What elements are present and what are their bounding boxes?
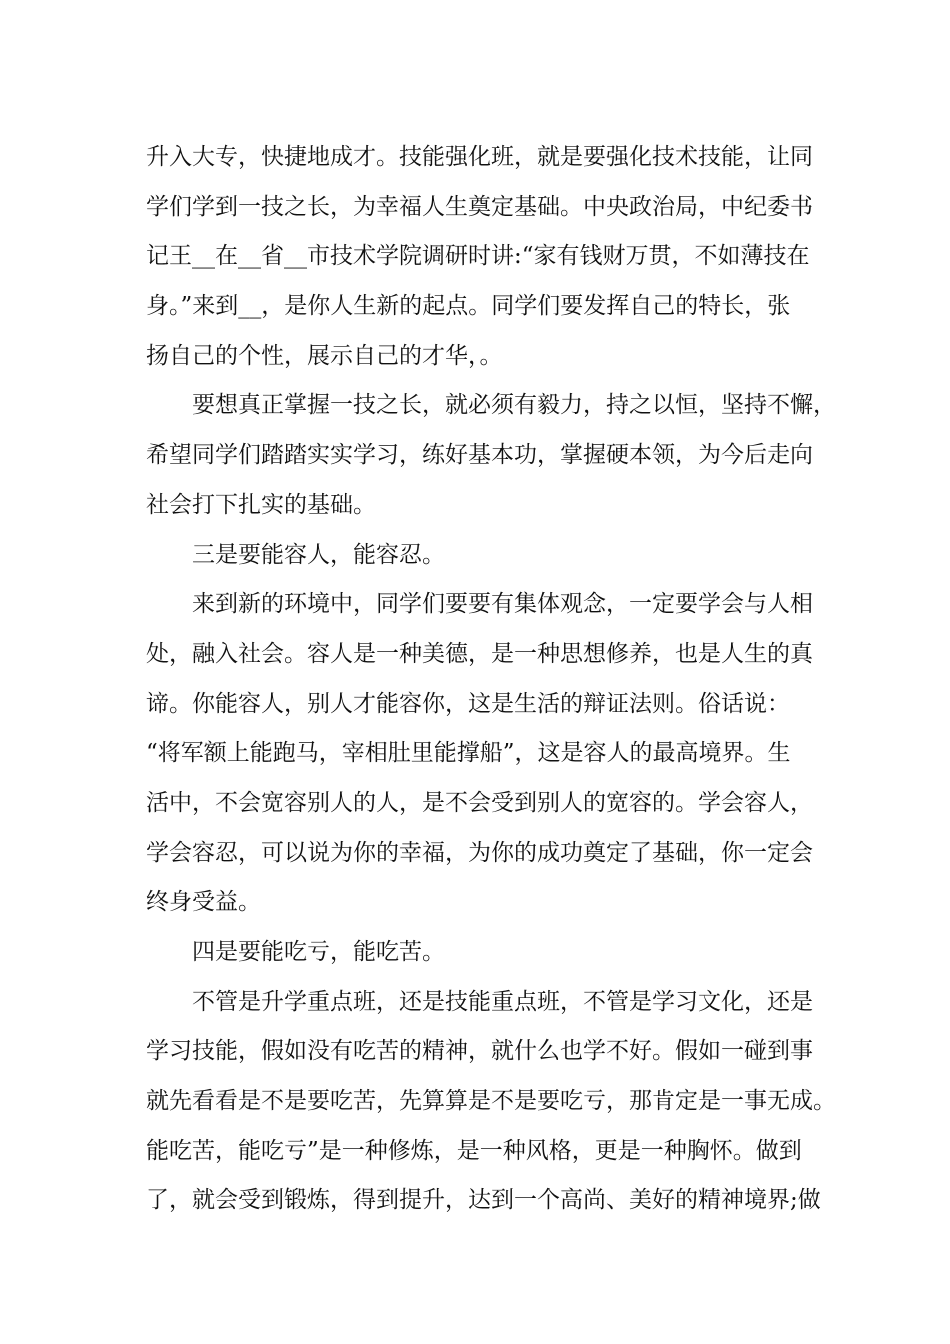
text-line: 学会容忍，可以说为你的幸福，为你的成功奠定了基础，你一定会 [146, 839, 813, 866]
text-line: 能吃苦，能吃亏”是一种修炼，是一种风格，更是一种胸怀。做到 [146, 1137, 802, 1164]
text-line: “将军额上能跑马，宰相肚里能撑船”，这是容人的最高境界。生 [146, 740, 791, 767]
text-line: 学习技能，假如没有吃苦的精神，就什么也学不好。假如一碰到事 [146, 1038, 813, 1065]
text-line: 处，融入社会。容人是一种美德，是一种思想修养，也是人生的真 [146, 640, 813, 667]
document-body [146, 133, 836, 1226]
text-line: 谛。你能容人，别人才能容你，这是生活的辩证法则。俗话说： [146, 690, 790, 717]
text-line: 扬自己的个性，展示自己的才华，。 [146, 342, 503, 369]
text-line: 活中，不会宽容别人的人，是不会受到别人的宽容的。学会容人， [146, 789, 813, 816]
paragraph-first-line: 不管是升学重点班，还是技能重点班，不管是学习文化，还是 [192, 988, 813, 1015]
text-line: 希望同学们踏踏实实学习，练好基本功，掌握硬本领，为今后走向 [146, 442, 813, 469]
section-heading: 三是要能容人，能容忍。 [192, 541, 445, 568]
text-line: 就先看看是不是要吃苦，先算算是不是要吃亏，那肯定是一事无成。 [146, 1088, 836, 1115]
text-line: 记王__在__省__市技术学院调研时讲:“家有钱财万贯，不如薄技在 [146, 243, 810, 270]
paragraph-first-line: 来到新的环境中，同学们要要有集体观念，一定要学会与人相 [192, 591, 813, 618]
section-heading: 四是要能吃亏，能吃苦。 [192, 939, 445, 965]
text-line: 了，就会受到锻炼，得到提升，达到一个高尚、美好的精神境界;做 [146, 1187, 821, 1214]
text-line: 升入大专，快捷地成才。技能强化班，就是要强化技术技能，让同 [146, 144, 813, 170]
text-line: 社会打下扎实的基础。 [146, 491, 376, 518]
text-line: 学们学到一技之长，为幸福人生奠定基础。中央政治局，中纪委书 [146, 193, 813, 220]
text-line: 终身受益。 [146, 889, 261, 916]
paragraph-first-line: 要想真正掌握一技之长，就必须有毅力，持之以恒，坚持不懈， [192, 392, 836, 419]
text-line: 身。”来到__，是你人生新的起点。同学们要发挥自己的特长，张 [146, 293, 791, 320]
